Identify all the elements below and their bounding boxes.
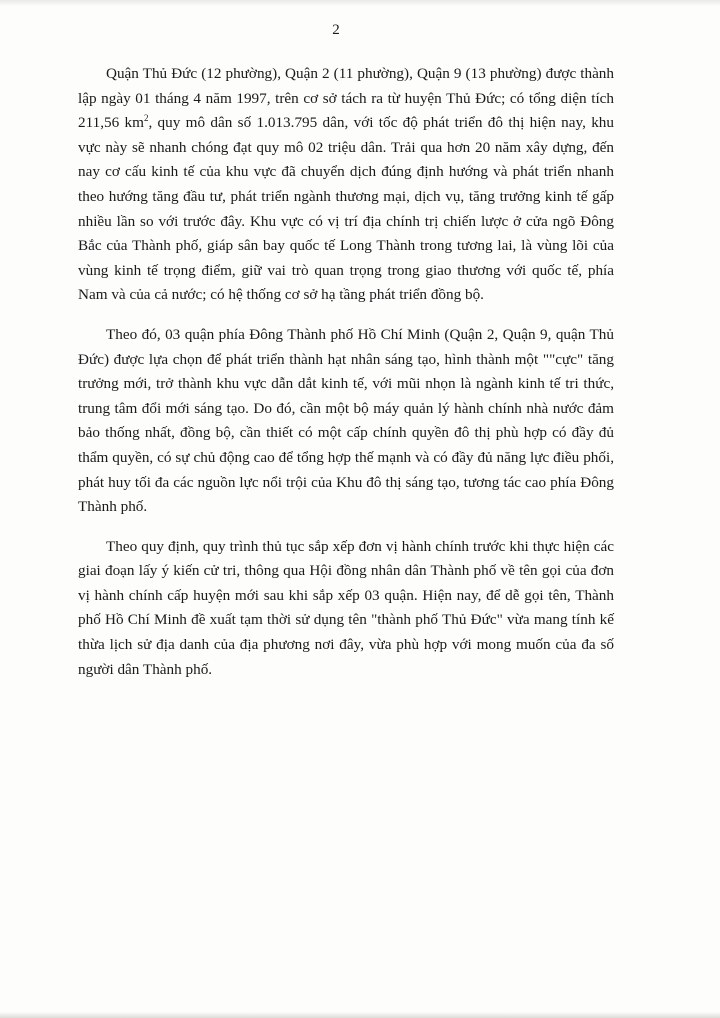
scan-edge-bottom xyxy=(0,1012,720,1018)
document-body xyxy=(78,62,614,697)
superscript-area-unit: 2 xyxy=(143,113,149,124)
scan-edge-top xyxy=(0,0,720,6)
paragraph-naming-proposal: Theo quy định, quy trình thủ tục sắp xếp đơn vị hành chính trước khi thực hiện các giai đoạn lấy ý kiến cử tri, thông qua Hội đồng nhân dân Thành phố về tên gọi của đơn vị hành chính cấp huyện mới sau khi sắp xếp 03 quận. Hiện nay, để dễ gọi tên, Thành phố Hồ Chí Minh đề xuất tạm thời sử dụng tên "thành phố Thủ Đức" vừa mang tính kế thừa lịch sử địa danh của địa phương nơi đây, vừa phù hợp với mong muốn của đa số người dân Thành phố. xyxy=(78,537,614,678)
paragraph-district-history xyxy=(78,62,614,308)
paragraph-innovation-hub: Theo đó, 03 quận phía Đông Thành phố Hồ Chí Minh (Quận 2, Quận 9, quận Thủ Đức) được lựa chọn để phát triển thành hạt nhân sáng tạo, hình thành một ""cực" tăng trưởng mới, trở thành khu vực dẫn dắt kinh tế, với mũi nhọn là ngành kinh tế tri thức, trung tâm đổi mới sáng tạo. Do đó, cần một bộ máy quản lý hành chính nhà nước đảm bảo thống nhất, đồng bộ, cần thiết có một cấp chính quyền đô thị phù hợp có đầy đủ thẩm quyền, có sự chủ động cao để tổng hợp thế mạnh và có đầy đủ năng lực điều phối, phát huy tối đa các nguồn lực nổi trội của Khu đô thị sáng tạo, tương tác cao phía Đông Thành phố. xyxy=(78,325,614,516)
page-number: 2 xyxy=(332,22,340,38)
paragraph-district-history-text: Quận Thủ Đức (12 phường), Quận 2 (11 phường), Quận 9 (13 phường) được thành lập ngày 01 tháng 4 năm 1997, trên cơ sở tách ra từ huyện Thủ Đức; có tổng diện tích 211,56 km xyxy=(78,65,614,132)
paragraph-district-history-text-cont: , quy mô dân số 1.013.795 dân, với tốc độ phát triển đô thị hiện nay, khu vực này sẽ nhanh chóng đạt quy mô 02 triệu dân. Trải qua hơn 20 năm xây dựng, đến nay cơ cấu kinh tế của khu vực đã chuyển dịch đúng định hướng và phát triển nhanh theo hướng tăng đầu tư, phát triển ngành thương mại, dịch vụ, tăng trưởng kinh tế gấp nhiều lần so với trước đây. Khu vực có vị trí địa chính trị chiến lược ở cửa ngõ Đông Bắc của Thành phố, giáp sân bay quốc tế Long Thành trong tương lai, là vùng lõi của vùng kinh tế trọng điểm, giữ vai trò quan trọng trong giao thương với quốc tế, phía Nam và của cả nước; có hệ thống cơ sở hạ tầng phát triển đồng bộ. xyxy=(78,114,614,304)
